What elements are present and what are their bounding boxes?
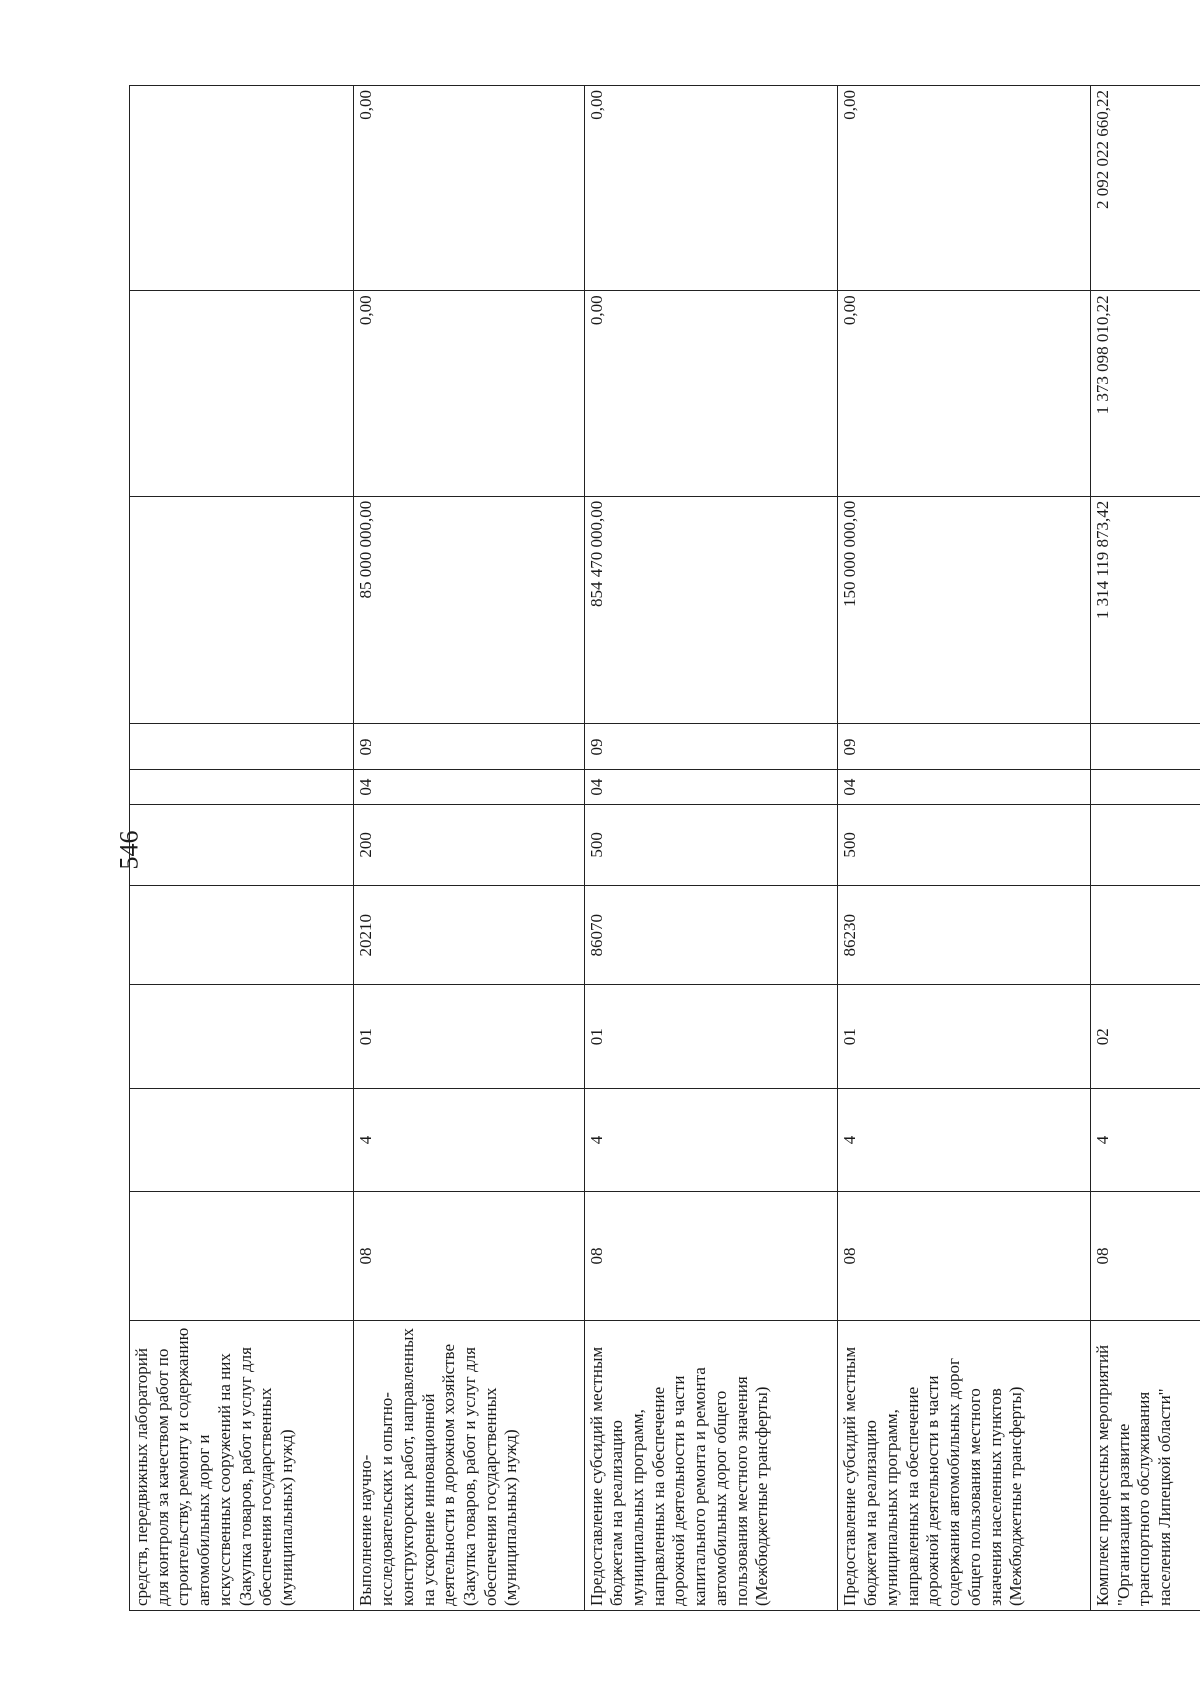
code-col-5 [1091, 804, 1200, 885]
table-row [130, 86, 354, 1611]
row-description: Выполнение научно-исследовательских и опытно-конструкторских работ, направленных на ускорение инновационной деятельности в дорожном хозяйстве (Закупка товаров, работ и услуг для обеспечения государственных (муниципальных) нужд) [354, 1321, 584, 1611]
code-col-1: 08 [838, 1191, 1091, 1320]
code-col-2: 4 [838, 1089, 1091, 1192]
table-rotation-wrapper [129, 85, 1200, 1611]
code-col-6 [1091, 770, 1200, 804]
amount-col-1: 150 000 000,00 [838, 496, 1091, 724]
code-col-2: 4 [354, 1089, 584, 1192]
amount-col-3 [130, 86, 354, 291]
amount-col-1: 854 470 000,00 [584, 496, 838, 724]
table-row [584, 86, 838, 1611]
code-col-3 [130, 985, 354, 1089]
budget-table [129, 85, 1200, 1611]
code-col-2: 4 [584, 1089, 838, 1192]
code-col-7 [1091, 724, 1200, 770]
code-col-3: 02 [1091, 985, 1200, 1089]
amount-col-2 [130, 291, 354, 496]
amount-col-3: 2 092 022 660,22 [1091, 86, 1200, 291]
amount-col-2: 1 373 098 010,22 [1091, 291, 1200, 496]
code-col-4 [130, 885, 354, 984]
code-col-6: 04 [838, 770, 1091, 804]
code-col-4: 86230 [838, 885, 1091, 984]
amount-col-1: 85 000 000,00 [354, 496, 584, 724]
row-description: Комплекс процессных мероприятий "Организация и развитие транспортного обслуживания населения Липецкой области" [1091, 1321, 1200, 1611]
amount-col-1: 1 314 119 873,42 [1091, 496, 1200, 724]
code-col-4: 20210 [354, 885, 584, 984]
code-col-2: 4 [1091, 1089, 1200, 1192]
amount-col-3: 0,00 [838, 86, 1091, 291]
page-number: 546 [114, 830, 144, 870]
code-col-1: 08 [1091, 1191, 1200, 1320]
amount-col-2: 0,00 [584, 291, 838, 496]
row-description: средств, передвижных лабораторий для контроля за качеством работ по строительству, ремонту и содержанию автомобильных дорог и искусственных сооружений на них (Закупка товаров, работ и услуг для обеспечения государственных (муниципальных) нужд) [130, 1321, 354, 1611]
code-col-2 [130, 1089, 354, 1192]
table-row [354, 86, 584, 1611]
code-col-3: 01 [354, 985, 584, 1089]
code-col-4 [1091, 885, 1200, 984]
code-col-6: 04 [584, 770, 838, 804]
code-col-5: 500 [584, 804, 838, 885]
code-col-7 [130, 724, 354, 770]
amount-col-3: 0,00 [354, 86, 584, 291]
code-col-3: 01 [838, 985, 1091, 1089]
amount-col-1 [130, 496, 354, 724]
code-col-3: 01 [584, 985, 838, 1089]
table-row [1091, 86, 1200, 1611]
amount-col-3: 0,00 [584, 86, 838, 291]
code-col-6 [130, 770, 354, 804]
table-row [838, 86, 1091, 1611]
code-col-6: 04 [354, 770, 584, 804]
code-col-1 [130, 1191, 354, 1320]
row-description: Предоставление субсидий местным бюджетам на реализацию муниципальных программ, направленных на обеспечение дорожной деятельности в части капитального ремонта и ремонта автомобильных дорог общего пользования местного значения (Межбюджетные трансферты) [584, 1321, 838, 1611]
row-description: Предоставление субсидий местным бюджетам на реализацию муниципальных программ, направленных на обеспечение дорожной деятельности в части содержания автомобильных дорог общего пользования местного значения населенных пунктов (Межбюджетные трансферты) [838, 1321, 1091, 1611]
code-col-5: 500 [838, 804, 1091, 885]
code-col-5 [130, 804, 354, 885]
amount-col-2: 0,00 [354, 291, 584, 496]
code-col-4: 86070 [584, 885, 838, 984]
code-col-5: 200 [354, 804, 584, 885]
amount-col-2: 0,00 [838, 291, 1091, 496]
code-col-7: 09 [584, 724, 838, 770]
code-col-1: 08 [354, 1191, 584, 1320]
code-col-1: 08 [584, 1191, 838, 1320]
code-col-7: 09 [838, 724, 1091, 770]
code-col-7: 09 [354, 724, 584, 770]
